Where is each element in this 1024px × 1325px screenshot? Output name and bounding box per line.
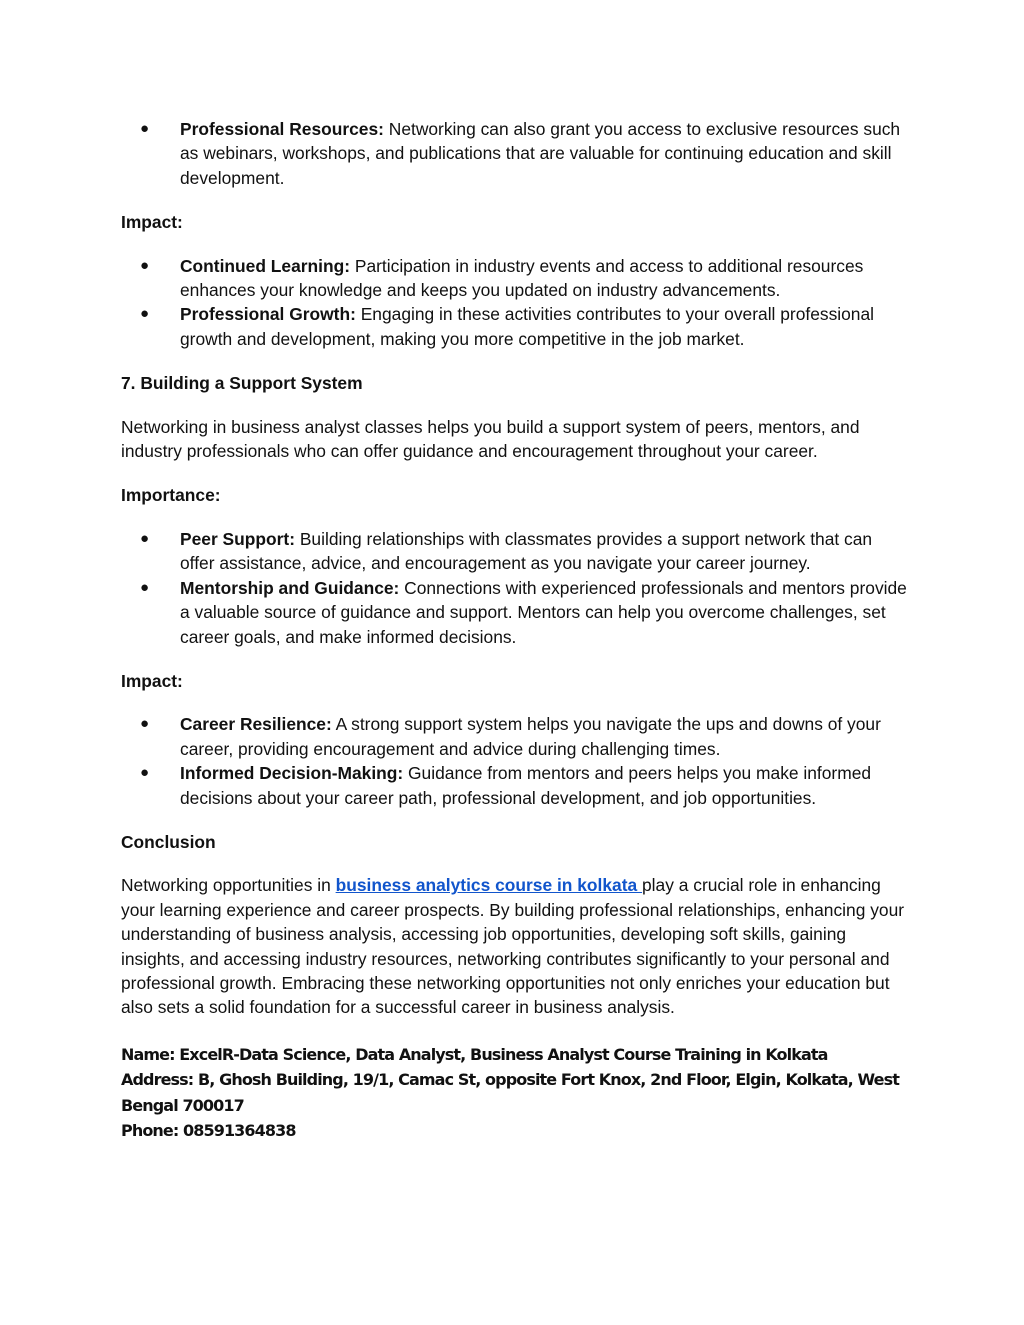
conclusion-paragraph	[121, 873, 911, 1019]
bullet-title: Informed Decision-Making:	[180, 763, 404, 784]
list-item	[121, 254, 911, 303]
bullet-icon: ●	[140, 578, 150, 596]
contact-name-address: Name: ExcelR-Data Science, Data Analyst, Business Analyst Course Training in Kolkata Address: B, Ghosh Building, 19/1, Camac St, opposite Fort Knox, 2nd Floor, Elgin, Kolkata, West Bengal 700017	[121, 1044, 900, 1115]
bullet-icon: ●	[140, 529, 150, 547]
bullet-text: Networking can also grant you access to exclusive resources such as webinars, workshops, and publications that are valuable for continuing education and skill development.	[180, 119, 901, 188]
list-item	[121, 712, 911, 761]
resources-bullet-list	[121, 117, 911, 190]
contact-block	[121, 1042, 901, 1144]
section-heading: 7. Building a Support System	[121, 373, 363, 394]
bullet-title: Peer Support:	[180, 528, 295, 549]
document-page	[121, 117, 911, 1144]
bullet-title: Professional Resources:	[180, 119, 384, 139]
importance-bullet-list	[121, 527, 911, 649]
bullet-text: Participation in industry events and access to additional resources enhances your knowledge and keeps you updated on industry advancements.	[180, 255, 864, 301]
contact-phone: Phone: 08591364838	[121, 1121, 296, 1141]
conclusion-heading: Conclusion	[121, 831, 216, 852]
bullet-text: Connections with experienced professionals and mentors provide a valuable source of guidance and support. Mentors can help you overcome challenges, set career goals, and make informed decisions.	[180, 577, 907, 647]
list-item	[121, 527, 911, 576]
conclusion-text-end: play a crucial role in enhancing your learning experience and career prospects. By building professional relationships, enhancing your understanding of business analysis, accessing job opportunities, developing soft skills, gaining insights, and accessing industry resources, networking contributes significantly to your personal and professional growth. Embracing these networking opportunities not only enriches your education but also sets a solid foundation for a successful career in business analysis.	[121, 875, 905, 1018]
bullet-title: Professional Growth:	[180, 304, 356, 325]
bullet-icon: ●	[140, 764, 150, 782]
importance-heading: Importance:	[121, 485, 221, 506]
bullet-text: Guidance from mentors and peers helps you make informed decisions about your career path, professional development, and job opportunities.	[180, 763, 872, 808]
section-intro-paragraph: Networking in business analyst classes helps you build a support system of peers, mentors, and industry professionals who can offer guidance and encouragement throughout your career.	[121, 416, 860, 462]
impact-bullet-list	[121, 254, 911, 352]
impact-bullet-list	[121, 712, 911, 810]
bullet-text: Building relationships with classmates provides a support network that can offer assistance, advice, and encouragement as you navigate your career journey.	[180, 528, 873, 574]
impact-heading: Impact:	[121, 670, 183, 691]
course-link[interactable]: business analytics course in kolkata	[335, 875, 643, 896]
list-item	[121, 117, 911, 190]
bullet-title: Mentorship and Guidance:	[180, 577, 400, 598]
bullet-title: Continued Learning:	[180, 255, 351, 276]
list-item	[121, 576, 911, 649]
bullet-icon: ●	[140, 120, 150, 137]
list-item	[121, 761, 911, 810]
bullet-title: Career Resilience:	[180, 714, 332, 735]
bullet-text: Engaging in these activities contributes to your overall professional growth and development, making you more competitive in the job market.	[180, 304, 875, 349]
bullet-icon: ●	[140, 305, 150, 323]
list-item	[121, 302, 911, 351]
impact-heading: Impact:	[121, 212, 183, 233]
bullet-icon: ●	[140, 715, 150, 733]
conclusion-text-start: Networking opportunities in	[121, 875, 336, 896]
bullet-text: A strong support system helps you navigate the ups and downs of your career, providing encouragement and advice during challenging times.	[180, 714, 881, 759]
bullet-icon: ●	[140, 256, 150, 274]
